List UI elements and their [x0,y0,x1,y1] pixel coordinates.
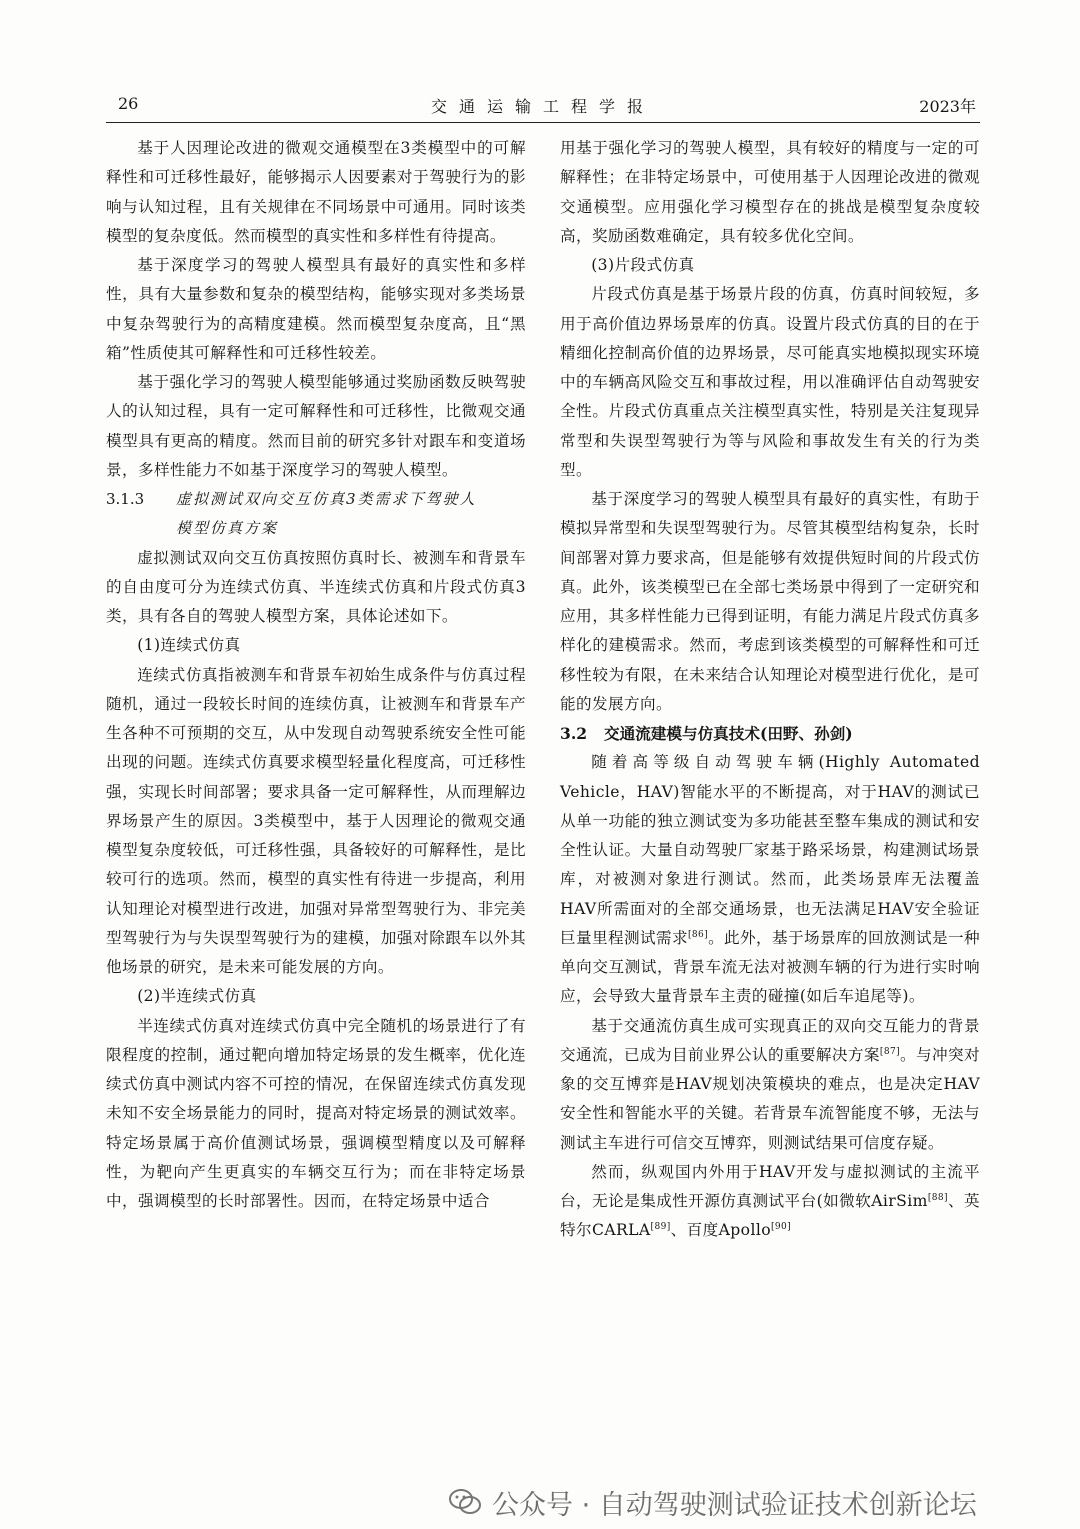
paragraph [560,1012,980,1158]
page-number: 26 [118,94,139,113]
text-run: 。此外，基于场景库的回放测试是一种单向交互测试，背景车流无法对被测车辆的行为进行实时响应，会导致大量背景车主责的碰撞(如后车追尾等)。 [560,928,980,1006]
paragraph: 虚拟测试双向交互仿真按照仿真时长、被测车和背景车的自由度可分为连续式仿真、半连续式仿真和片段式仿真3类，具有各自的驾驶人模型方案，具体论述如下。 [106,548,526,625]
watermark [448,1480,1058,1524]
subheading: (3)片段式仿真 [591,256,695,274]
citation: [89] [650,1222,671,1233]
text-run: 随着高等级自动驾驶车辆(Highly Automated Vehicle，HAV)智能水平的不断提高，对于HAV的测试已从单一功能的独立测试变为多功能甚至整车集成的测试和安全性认证。大量自动驾驶厂家基于路采场景，构建测试场景库，对被测对象进行测试。然而，此类场景库无法覆盖HAV所需面对的全部交通场景，也无法满足HAV安全验证巨量里程测试需求 [560,753,980,947]
paragraph: 基于深度学习的驾驶人模型具有最好的真实性和多样性，具有大量参数和复杂的模型结构，能够实现对多类场景中复杂驾驶行为的高精度建模。然而模型复杂度高，且“黑箱”性质使其可解释性和可迁移性较差。 [106,256,526,362]
paragraph: 基于强化学习的驾驶人模型能够通过奖励函数反映驾驶人的认知过程，具有一定可解释性和可迁移性，比微观交通模型具有更高的精度。然而目前的研究多针对跟车和变道场景，多样性能力不如基于深度学习的驾驶人模型。 [106,373,526,479]
text-run: 然而，纵观国内外用于HAV开发与虚拟测试的主流平台，无论是集成性开源仿真测试平台(如微软AirSim [560,1162,980,1210]
text-run: 。与冲突对象的交互博弈是HAV规划决策模块的难点，也是决定HAV安全性和智能水平的关键。若背景车流智能度不够，无法与测试主车进行可信交互博弈，则测试结果可信度存疑。 [560,1045,980,1152]
journal-year: 2023年 [919,97,976,116]
subheading: (1)连续式仿真 [137,636,241,655]
paragraph [560,748,980,1011]
paragraph: 用基于强化学习的驾驶人模型，具有较好的精度与一定的可解释性；在非特定场景中，可使用基于人因理论改进的微观交通模型。应用强化学习模型存在的挑战是模型复杂度较高，奖励函数难确定，具有较多优化空间。 [560,139,980,245]
citation: [90] [771,1222,792,1233]
citation: [86] [687,929,709,940]
subheading: (2)半连续式仿真 [137,987,257,1006]
wechat-icon [448,1485,482,1519]
citation: [88] [927,1192,948,1203]
section-number: 3.1.3 [106,490,145,508]
watermark-text: 公众号 · 自动驾驶测试验证技术创新论坛 [492,1489,977,1521]
running-header [106,92,980,123]
paragraph: 片段式仿真是基于场景片段的仿真，仿真时间较短，多用于高价值边界场景库的仿真。设置片段式仿真的目的在于精细化控制高价值的边界场景，尽可能真实地模拟现实环境中的车辆高风险交互和事故过程，用以准确评估自动驾驶安全性。片段式仿真重点关注模型真实性，特别是关注复现异常型和失误型驾驶行为等与风险和事故发生有关的行为类型。 [560,285,980,479]
section-title-line-1: 虚拟测试双向交互仿真3类需求下驾驶人 [176,490,477,508]
right-column [560,134,980,1246]
paragraph: 连续式仿真指被测车和背景车初始生成条件与仿真过程随机，通过一段较长时间的连续仿真，让被测车和背景车产生各种不可预期的交互，从中发现自动驾驶系统安全性可能出现的问题。连续式仿真要求模型轻量化程度高，可迁移性强，实现长时间部署；要求具备一定可解释性，从而理解边界场景产生的原因。3类模型中，基于人因理论的微观交通模型复杂度较低，可迁移性强，具备较好的可解释性，是比较可行的选项。然而，模型的真实性有待进一步提高，利用认知理论对模型进行改进，加强对异常型驾驶行为、非完美型驾驶行为与失误型驾驶行为的建模，加强对除跟车以外其他场景的研究，是未来可能发展的方向。 [106,665,526,976]
paragraph [560,1158,980,1246]
section-title-line-2: 模型仿真方案 [176,519,279,538]
section-number: 3.2 [560,724,588,743]
paragraph: 基于深度学习的驾驶人模型具有最好的真实性，有助于模拟异常型和失误型驾驶行为。尽管其模型结构复杂，长时间部署对算力要求高，但是能够有效提供短时间的片段式仿真。此外，该类模型已在全部七类场景中得到了一定研究和应用，其多样性能力已得到证明，有能力满足片段式仿真多样化的建模需求。然而，考虑到该类模型的可解释性和可迁移性较为有限，在未来结合认知理论对模型进行优化，是可能的发展方向。 [560,490,980,713]
text-run: 基于交通流仿真生成可实现真正的双向交互能力的背景交通流，已成为目前业界公认的重要解决方案 [560,1016,980,1064]
journal-title: 交通运输工程学报 [430,97,655,116]
text-run: 、百度Apollo [670,1221,772,1240]
section-title: 交通流建模与仿真技术(田野、孙剑) [604,724,853,743]
text-run: 、英特尔CARLA [560,1192,980,1240]
section-heading-3-1-3 [106,485,526,544]
section-heading-3-2 [560,719,980,748]
paragraph: 半连续式仿真对连续式仿真中完全随机的场景进行了有限程度的控制，通过靶向增加特定场景的发生概率，优化连续式仿真中测试内容不可控的情况，在保留连续式仿真发现未知不安全场景能力的同时，提高对特定场景的测试效率。特定场景属于高价值测试场景，强调模型精度以及可解释性，为靶向产生更真实的车辆交互行为；而在非特定场景中，强调模型的长时部署性。因而，在特定场景中适合 [106,1016,526,1210]
citation: [87] [879,1046,900,1057]
left-column [106,134,526,1216]
paragraph: 基于人因理论改进的微观交通模型在3类模型中的可解释性和可迁移性最好，能够揭示人因要素对于驾驶行为的影响与认知过程，且有关规律在不同场景中可通用。同时该类模型的复杂度低。然而模型的真实性和多样性有待提高。 [106,139,526,245]
